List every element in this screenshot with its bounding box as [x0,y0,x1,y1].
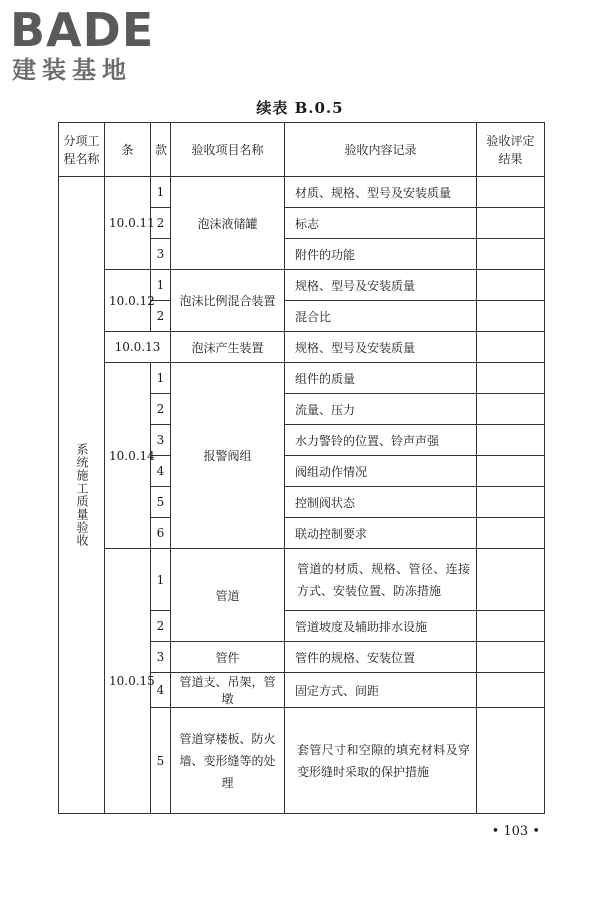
content-cell: 联动控制要求 [285,518,477,549]
name-cell: 泡沫产生装置 [171,332,285,363]
item-cell: 4 [151,456,171,487]
content-cell: 管道的材质、规格、管径、连接方式、安装位置、防冻措施 [285,549,477,611]
item-cell: 1 [151,363,171,394]
content-cell: 材质、规格、型号及安装质量 [285,177,477,208]
content-cell: 规格、型号及安装质量 [285,270,477,301]
clause-cell: 10.0.12 [105,270,151,332]
acceptance-table [58,122,545,814]
result-cell [477,208,545,239]
result-cell [477,239,545,270]
result-cell [477,332,545,363]
content-cell: 水力警铃的位置、铃声声强 [285,425,477,456]
category-label: 系统施工质量验收 [75,443,89,547]
clause-cell: 10.0.13 [105,332,171,363]
table-row [59,363,545,394]
category-cell [59,177,105,814]
header-result: 验收评定结果 [477,123,545,177]
content-cell: 套管尺寸和空隙的填充材料及穿变形缝时采取的保护措施 [285,708,477,814]
table-row [59,549,545,611]
result-cell [477,611,545,642]
content-cell: 组件的质量 [285,363,477,394]
header-name: 验收项目名称 [171,123,285,177]
item-cell: 4 [151,673,171,708]
result-cell [477,549,545,611]
result-cell [477,425,545,456]
content-cell: 标志 [285,208,477,239]
item-cell: 5 [151,708,171,814]
table-header-row [59,123,545,177]
table-title: 续表 B.0.5 [256,99,344,117]
item-cell: 3 [151,425,171,456]
item-cell: 3 [151,239,171,270]
item-cell: 1 [151,270,171,301]
item-cell: 2 [151,208,171,239]
content-cell: 混合比 [285,301,477,332]
name-cell: 报警阀组 [171,363,285,549]
clause-cell: 10.0.14 [105,363,151,549]
name-cell: 泡沫液储罐 [171,177,285,270]
item-cell: 3 [151,642,171,673]
logo-sub-text: 建装基地 [12,56,132,84]
item-cell: 5 [151,487,171,518]
result-cell [477,673,545,708]
clause-cell: 10.0.11 [105,177,151,270]
result-cell [477,518,545,549]
content-cell: 规格、型号及安装质量 [285,332,477,363]
logo-main-text: BADE [10,3,155,57]
content-cell: 管道坡度及辅助排水设施 [285,611,477,642]
content-cell: 控制阀状态 [285,487,477,518]
result-cell [477,270,545,301]
content-cell: 固定方式、间距 [285,673,477,708]
header-content: 验收内容记录 [285,123,477,177]
result-cell [477,708,545,814]
item-cell: 1 [151,549,171,611]
content-cell: 附件的功能 [285,239,477,270]
content-cell: 阀组动作情况 [285,456,477,487]
result-cell [477,363,545,394]
table-row [59,332,545,363]
result-cell [477,456,545,487]
item-cell: 2 [151,301,171,332]
result-cell [477,177,545,208]
result-cell [477,642,545,673]
name-cell: 泡沫比例混合装置 [171,270,285,332]
header-category: 分项工程名称 [59,123,105,177]
page-number: • 103 • [491,824,540,839]
clause-cell: 10.0.15 [105,549,151,814]
item-cell: 6 [151,518,171,549]
header-clause: 条 [105,123,151,177]
item-cell: 2 [151,611,171,642]
header-item: 款 [151,123,171,177]
result-cell [477,301,545,332]
name-cell: 管道 [171,549,285,642]
name-cell: 管道支、吊架，管墩 [171,673,285,708]
name-cell: 管件 [171,642,285,673]
result-cell [477,394,545,425]
item-cell: 2 [151,394,171,425]
name-cell: 管道穿楼板、防火墙、变形缝等的处理 [171,708,285,814]
table-row [59,270,545,301]
content-cell: 管件的规格、安装位置 [285,642,477,673]
table-row [59,177,545,208]
item-cell: 1 [151,177,171,208]
content-cell: 流量、压力 [285,394,477,425]
logo [10,3,180,86]
result-cell [477,487,545,518]
